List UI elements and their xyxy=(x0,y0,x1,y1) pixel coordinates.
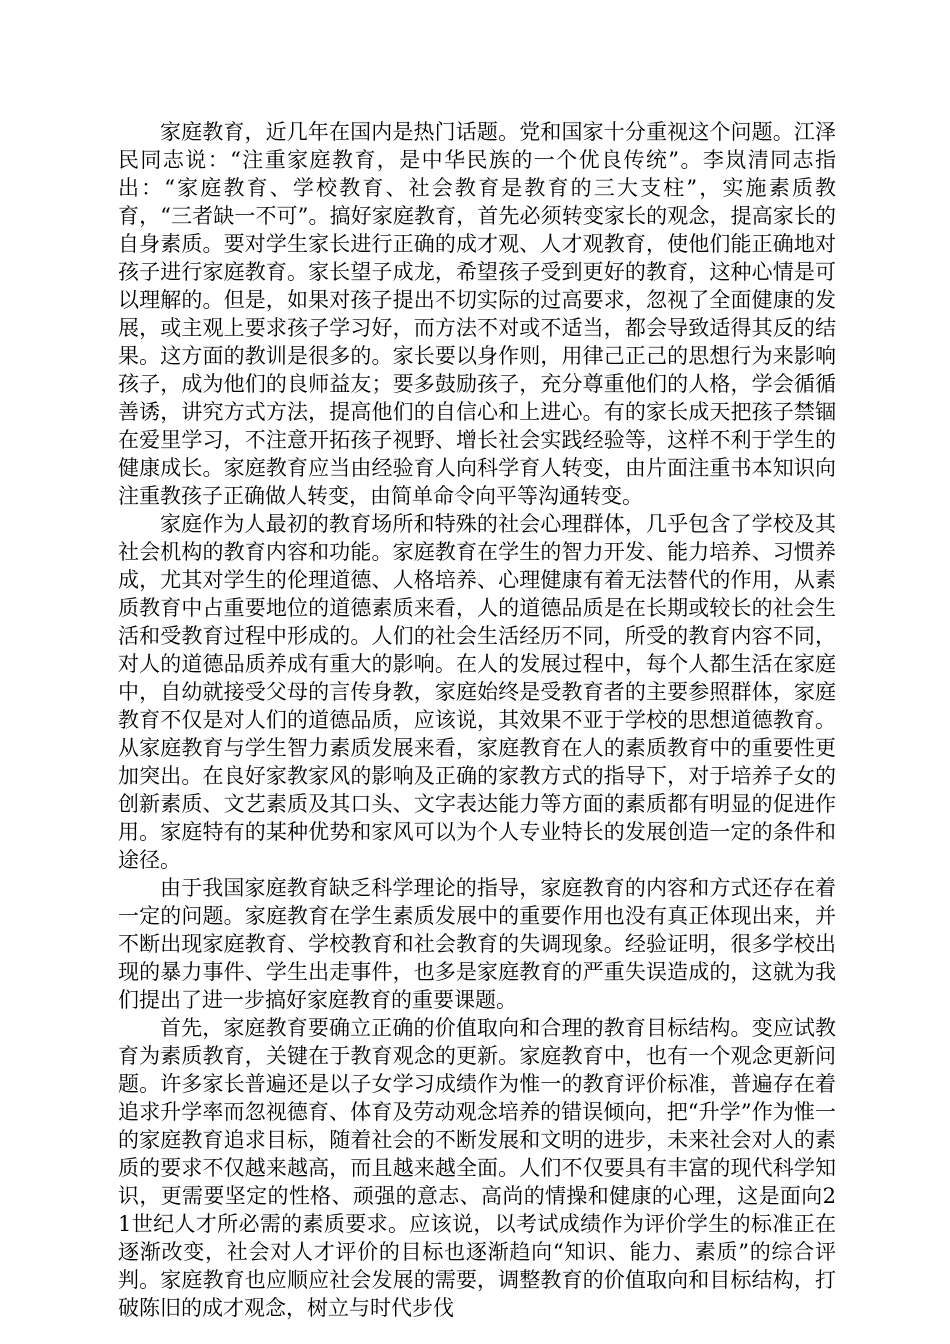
paragraph-1: 家庭教育，近几年在国内是热门话题。党和国家十分重视这个问题。江泽民同志说：“注重家庭教育，是中华民族的一个优良传统”。李岚清同志指出：“家庭教育、学校教育、社会教育是教育的三大支柱”，实施素质教育，“三者缺一不可”。搞好家庭教育，首先必须转变家长的观念，提高家长的自身素质。要对学生家长进行正确的成才观、人才观教育，使他们能正确地对孩子进行家庭教育。家长望子成龙，希望孩子受到更好的教育，这种心情是可以理解的。但是，如果对孩子提出不切实际的过高要求，忽视了全面健康的发展，或主观上要求孩子学习好，而方法不对或不适当，都会导致适得其反的结果。这方面的教训是很多的。家长要以身作则，用律己正己的思想行为来影响孩子，成为他们的良师益友；要多鼓励孩子，充分尊重他们的人格，学会循循善诱，讲究方式方法，提高他们的自信心和上进心。有的家长成天把孩子禁锢在爱里学习，不注意开拓孩子视野、增长社会实践经验等，这样不利于学生的健康成长。家庭教育应当由经验育人向科学育人转变，由片面注重书本知识向注重教孩子正确做人转变，由简单命令向平等沟通转变。 xyxy=(118,120,836,508)
paragraph-3: 由于我国家庭教育缺乏科学理论的指导，家庭教育的内容和方式还存在着一定的问题。家庭教育在学生素质发展中的重要作用也没有真正体现出来，并不断出现家庭教育、学校教育和社会教育的失调现象。经验证明，很多学校出现的暴力事件、学生出走事件，也多是家庭教育的严重失误造成的，这就为我们提出了进一步搞好家庭教育的重要课题。 xyxy=(118,876,836,1012)
paragraph-2: 家庭作为人最初的教育场所和特殊的社会心理群体，几乎包含了学校及其社会机构的教育内容和功能。家庭教育在学生的智力开发、能力培养、习惯养成，尤其对学生的伦理道德、人格培养、心理健康有着无法替代的作用，从素质教育中占重要地位的道德素质来看，人的道德品质是在长期或较长的社会生活和受教育过程中形成的。人们的社会生活经历不同，所受的教育内容不同，对人的道德品质养成有重大的影响。在人的发展过程中，每个人都生活在家庭中，自幼就接受父母的言传身教，家庭始终是受教育者的主要参照群体，家庭教育不仅是对人们的道德品质，应该说，其效果不亚于学校的思想道德教育。从家庭教育与学生智力素质发展来看，家庭教育在人的素质教育中的重要性更加突出。在良好家教家风的影响及正确的家教方式的指导下，对于培养子女的创新素质、文艺素质及其口头、文字表达能力等方面的素质都有明显的促进作用。家庭特有的某种优势和家风可以为个人专业特长的发展创造一定的条件和途径。 xyxy=(118,512,836,872)
document-page xyxy=(118,118,836,1322)
paragraph-4: 首先，家庭教育要确立正确的价值取向和合理的教育目标结构。变应试教育为素质教育，关键在于教育观念的更新。家庭教育中，也有一个观念更新问题。许多家长普遍还是以子女学习成绩作为惟一的教育评价标准，普遍存在着追求升学率而忽视德育、体育及劳动观念培养的错误倾向，把“升学”作为惟一的家庭教育追求目标，随着社会的不断发展和文明的进步，未来社会对人的素质的要求不仅越来越高，而且越来越全面。人们不仅要具有丰富的现代科学知识，更需要坚定的性格、顽强的意志、高尚的情操和健康的心理，这是面向21世纪人才所必需的素质要求。应该说，以考试成绩作为评价学生的标准正在逐渐改变，社会对人才评价的目标也逐渐趋向“知识、能力、素质”的综合评判。家庭教育也应顺应社会发展的需要，调整教育的价值取向和目标结构，打破陈旧的成才观念，树立与时代步伐 xyxy=(118,1016,836,1320)
